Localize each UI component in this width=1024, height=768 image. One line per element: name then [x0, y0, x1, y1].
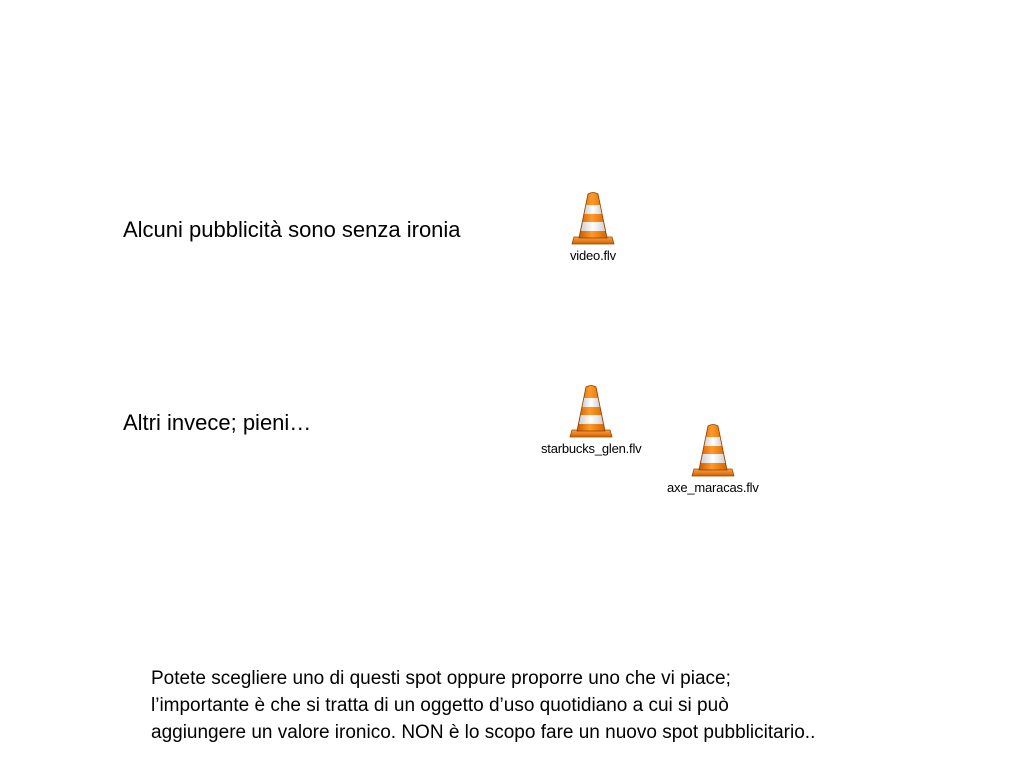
file-name: video.flv — [570, 248, 616, 263]
file-name: starbucks_glen.flv — [541, 441, 642, 456]
note-line: Potete scegliere uno di questi spot oppure proporre uno che vi piace; — [151, 668, 731, 689]
file-icon-axe-maracas[interactable] — [667, 423, 759, 496]
vlc-cone-icon — [569, 384, 613, 440]
assignment-note — [151, 665, 1011, 746]
note-line: l’importante è che si tratta di un oggetto d’uso quotidiano a cui si può — [151, 695, 729, 716]
intro-text-no-irony: Alcuni pubblicità sono senza ironia — [123, 217, 461, 242]
note-line: aggiungere un valore ironico. NON è lo scopo fare un nuovo spot pubblicitario.. — [151, 722, 816, 743]
vlc-cone-icon — [571, 191, 615, 247]
intro-text-full-irony: Altri invece; pieni… — [123, 410, 312, 435]
file-name: axe_maracas.flv — [667, 480, 759, 495]
file-icon-video[interactable] — [570, 191, 616, 264]
vlc-cone-icon — [691, 423, 735, 479]
file-icon-starbucks-glen[interactable] — [541, 384, 641, 457]
